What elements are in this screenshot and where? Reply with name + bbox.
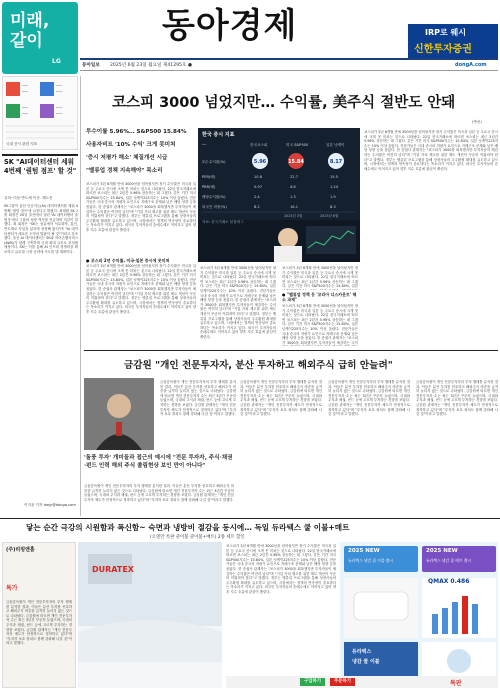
lead-summary-3: '증시 저평가 해소' 체질개선 시급	[86, 155, 168, 161]
svg-text:PER(배): PER(배)	[202, 175, 216, 179]
svg-text:───: ───	[22, 112, 29, 116]
svg-text:22.7: 22.7	[290, 175, 299, 179]
website-link[interactable]: dongA.com	[455, 62, 487, 68]
svg-text:8.2: 8.2	[254, 205, 260, 209]
story2-headline[interactable]: 금감원 "개인 전문투자자, 분산 투자하고 해외주식 급히 안늘려"	[124, 360, 393, 371]
sidebar-signature: 이지윤 기자 leejy@donga.com	[24, 503, 76, 507]
svg-text:───: ───	[56, 106, 63, 110]
lead-body-col-2: 코스피가 3년 6개월 만에 3000선을 넘어섰지만 장기 수익률은 미국과 일본 등 주요국 증시에 크게 못 미치는 것으로 나타났다. 22일 한국거래소에 따르면 코스피는 최근 2년간 5.96% 상승하는 데 그쳤다. 같은 기간 미국 S&P500지수는 15.84%, 일본 닛케이225지수는 10% 이상 올랐다. 전문가들은 국내 증시의 저평가 요인으로 지배구조 문제와 낮은 배당 성향 등을 꼽았다. 한 증권사 관계자는 "코스피가 3000을 회복했지만 투자자들이 체감하는 수익률은 여전히 낮다"며 "기업 가치 제고를 위한 제도 개선이 꾸준히 이뤄져야 한다"고 말했다. 정부는 밸류업 프로그램을 통해 상장사들의 주주환원 확대를 유도하고 있으며, 시장에서는 정책의 연속성이 중요하다는 목소리가 커지고 있다. 외국인 투자자들의 순매수세도 이어지고 있어 향후 지수 흐름에 관심이 쏠린다.	[200, 266, 276, 339]
ad-tag-2: 냉감 쿨 이불	[352, 659, 380, 665]
story2-body-col-1: 금융감독원이 개인 전문투자자의 투자 행태를 분석한 결과, 이들은 분산 투자를 선호하고 해외주식 비중을 급격히 늘리지 않는 것으로 나타났다. 금감원에 따르면 개인 전문투자자 수는 최근 3년간 꾸준히 늘었으며, 국내외 주식과 채권, 펀드 등에 고르게 투자하는 경향을 보였다. 금감원 관계자는 "개인 전문투자자 제도가 안정적으로 정착하고 있다"며 "투자자 보호 장치도 함께 강화해 나갈 것"이라고 말했다.	[160, 380, 236, 417]
chart-panel-graphic	[198, 128, 360, 262]
lead-byline-tag: (박선)	[472, 120, 482, 124]
svg-text:───: ───	[56, 90, 63, 94]
svg-text:외국인 비중(%): 외국인 비중(%)	[202, 205, 227, 209]
story2-pull-quote: '돌풍 투자' 개미들과 접근의 예시에 "전문 투자자, 주식·채권·펀드 인력 해외 주식 쏠림현상 보인 만이 아니다"	[84, 455, 233, 469]
story2-body-col-3: 금융감독원이 개인 전문투자자의 투자 행태를 분석한 결과, 이들은 분산 투자를 선호하고 해외주식 비중을 급격히 늘리지 않는 것으로 나타났다. 금감원에 따르면 개인 전문투자자 수는 최근 3년간 꾸준히 늘었으며, 국내외 주식과 채권, 펀드 등에 고르게 투자하는 경향을 보였다. 금감원 관계자는 "개인 전문투자자 제도가 안정적으로 정착하고 있다"며 "투자자 보호 장치도 함께 강화해 나갈 것"이라고 말했다.	[328, 380, 410, 417]
story2-rule	[84, 350, 498, 351]
lead-summary-2: 사용자비트 '10% 수익' 크게 못미쳐	[86, 142, 176, 148]
photo-person-head	[278, 228, 298, 248]
chart-source: 자료: 한국거래소 블룸버그	[202, 220, 244, 224]
sidebar-divider	[2, 154, 78, 156]
story2-body-col-2: 금융감독원이 개인 전문투자자의 투자 행태를 분석한 결과, 이들은 분산 투자를 선호하고 해외주식 비중을 급격히 늘리지 않는 것으로 나타났다. 금감원에 따르면 개인 전문투자자 수는 최근 3년간 꾸준히 늘었으며, 국내외 주식과 채권, 펀드 등에 고르게 투자하는 경향을 보였다. 금감원 관계자는 "개인 전문투자자 제도가 안정적으로 정착하고 있다"며 "투자자 보호 장치도 함께 강화해 나갈 것"이라고 말했다.	[240, 380, 322, 417]
svg-text:1.24: 1.24	[330, 185, 339, 189]
sidebar-headline[interactable]: SK "AI데이터센터 세워 4번째 '퀀텀 점프' 할 것"	[4, 158, 77, 175]
lead-body-col-4: 코스피가 3년 6개월 만에 3000선을 넘어섰지만 장기 수익률은 미국과 일본 등 주요국 증시에 크게 못 미치는 것으로 나타났다. 22일 한국거래소에 따르면 코스피는 최근 2년간 5.96% 상승하는 데 그쳤다. 같은 기간 미국 S&P500지수는 15.84%, 일본 닛케이225지수는 10% 이상 올랐다. 전문가들은 국내 증시의 저평가 요인으로 지배구조 문제와 낮은 배당 성향 등을 꼽았다. 한 증권사 관계자는 "코스피가 3000을 회복했지만 투자자들이 체감하는 수익률은 여전히 낮다"며 "기업 가치 제고를 위한 제도 개선이 꾸준히 이뤄져야 한다"고 말했다. 정부는 밸류업 프로그램을 통해 상장사들의 주주환원 확대를 유도하고 있으며, 시장에서는 정책의 연속성이 중요하다는 목소리가 커지고 있다. 외국인 투자자들의 순매수세도 이어지고 있어 향후 지수 흐름에 관심이 쏠린다.	[364, 130, 498, 171]
lead-summary-4: "밸류업 정책 지속해야" 목소리	[86, 168, 163, 174]
lg-logo: LG	[52, 58, 61, 65]
masthead-title: 동아경제	[162, 6, 298, 46]
x-label-1: 2025년 3월	[284, 214, 303, 218]
ad-subline: (오덴만 특판 쿨이불 쿨이불+매트) 2종 세트 할인	[150, 535, 245, 540]
story2-portrait	[84, 378, 154, 450]
mini-square-2	[40, 82, 54, 96]
svg-text:4.6: 4.6	[290, 185, 296, 189]
chart-header-0: ──	[202, 143, 207, 147]
ad-footer-button-2[interactable]: 주문하기	[330, 678, 355, 686]
svg-text:8.3: 8.3	[330, 205, 336, 209]
ad-badge-2-title: 2025 NEW	[426, 548, 458, 554]
ad-right-graphic	[340, 574, 498, 684]
lead-subhead-2: ● "밸류업 정책 등 '코리아 디스카운트' 해소 과제"	[282, 292, 357, 302]
chart-header-1: 한국코스피	[250, 143, 268, 147]
photo-person-body	[274, 246, 302, 262]
svg-text:16.1: 16.1	[290, 205, 299, 209]
chart-panel-title: 한국 증시 지표	[202, 132, 235, 138]
ad-middle-text: 코스피가 3년 6개월 만에 3000선을 넘어섰지만 장기 수익률은 미국과 일본 등 주요국 증시에 크게 못 미치는 것으로 나타났다. 22일 한국거래소에 따르면 코스피는 최근 2년간 5.96% 상승하는 데 그쳤다. 같은 기간 미국 S&P500지수는 15.84%, 일본 닛케이225지수는 10% 이상 올랐다. 전문가들은 국내 증시의 저평가 요인으로 지배구조 문제와 낮은 배당 성향 등을 꼽았다. 한 증권사 관계자는 "코스피가 3000을 회복했지만 투자자들이 체감하는 수익률은 여전히 낮다"며 "기업 가치 제고를 위한 제도 개선이 꾸준히 이뤄져야 한다"고 말했다. 정부는 밸류업 프로그램을 통해 상장사들의 주주환원 확대를 유도하고 있으며, 시장에서는 정책의 연속성이 중요하다는 목소리가 커지고 있다. 외국인 투자자들의 순매수세도 이어지고 있어 향후 지수 흐름에 관심이 쏠린다.	[226, 544, 336, 594]
mini-square-1	[6, 82, 20, 96]
ad-tag-1: 듀라텍스	[352, 649, 372, 655]
lead-body-col-1: 코스피가 3년 6개월 만에 3000선을 넘어섰지만 장기 수익률은 미국과 일본 등 주요국 증시에 크게 못 미치는 것으로 나타났다. 22일 한국거래소에 따르면 코스피는 최근 2년간 5.96% 상승하는 데 그쳤다. 같은 기간 미국 S&P500지수는 15.84%, 일본 닛케이225지수는 10% 이상 올랐다. 전문가들은 국내 증시의 저평가 요인으로 지배구조 문제와 낮은 배당 성향 등을 꼽았다. 한 증권사 관계자는 "코스피가 3000을 회복했지만 투자자들이 체감하는 수익률은 여전히 낮다"며 "기업 가치 제고를 위한 제도 개선이 꾸준히 이뤄져야 한다"고 말했다. 정부는 밸류업 프로그램을 통해 상장사들의 주주환원 확대를 유도하고 있으며, 시장에서는 정책의 연속성이 중요하다는 목소리가 커지고 있다. 외국인 투자자들의 순매수세도 이어지고 있어 향후 지수 흐름에 관심이 쏠린다.	[86, 182, 196, 232]
sidebar-byline: 유하··이동·반도체 이준 .제도진	[4, 196, 53, 200]
svg-text:───: ───	[56, 84, 63, 88]
mini-square-3	[6, 104, 20, 118]
photo-monitor	[306, 226, 356, 254]
x-label-2: 2025년 6월	[320, 214, 339, 218]
lead-headline[interactable]: 코스피 3000 넘었지만… 수익률, 美주식 절반도 안돼	[112, 95, 456, 111]
ad-qmax: QMAX 0.486	[428, 578, 470, 585]
svg-text:───: ───	[22, 90, 29, 94]
svg-text:배당수익률(%): 배당수익률(%)	[202, 195, 226, 199]
value-kospi-return: 5.96	[253, 159, 267, 165]
chart-table-rows	[202, 159, 339, 209]
svg-text:───: ───	[22, 84, 29, 88]
svg-text:15.5: 15.5	[330, 175, 339, 179]
svg-text:PBR(배): PBR(배)	[202, 185, 216, 189]
ad-line-2: 신한투자증권	[414, 44, 472, 55]
value-nikkei-return: 8.17	[329, 159, 343, 165]
masthead-rule	[80, 58, 498, 60]
ad-left-price-label: 특가	[6, 585, 18, 592]
story2-body-col-1b: 금융감독원이 개인 전문투자자의 투자 행태를 분석한 결과, 이들은 분산 투자를 선호하고 해외주식 비중을 급격히 늘리지 않는 것으로 나타났다. 금감원에 따르면 개인 전문투자자 수는 최근 3년간 꾸준히 늘었으며, 국내외 주식과 채권, 펀드 등에 고르게 투자하는 경향을 보였다. 금감원 관계자는 "개인 전문투자자 제도가 안정적으로 정착하고 있다"며 "투자자 보호 장치도 함께 강화해 나갈 것"이라고 말했다.	[84, 484, 234, 502]
sidebar-mini-caption: 국내 증시 관련 지표	[6, 142, 38, 146]
ad-left-body: 금융감독원이 개인 전문투자자의 투자 행태를 분석한 결과, 이들은 분산 투자를 선호하고 해외주식 비중을 급격히 늘리지 않는 것으로 나타났다. 금감원에 따르면 개인 전문투자자 수는 최근 3년간 꾸준히 늘었으며, 국내외 주식과 채권, 펀드 등에 고르게 투자하는 경향을 보였다. 금감원 관계자는 "개인 전문투자자 제도가 안정적으로 정착하고 있다"며 "투자자 보호 장치도 함께 강화해 나갈 것"이라고 말했다.	[6, 600, 72, 646]
svg-text:2.4: 2.4	[254, 195, 260, 199]
svg-text:2년 수익률(%): 2년 수익률(%)	[202, 160, 226, 164]
sidebar-body: SK그룹이 울산 인공지능(AI) 데이터센터를 세워 4번째 '퀀텀 점프'에 나선다고 밝혔다. 최태원 SK그룹 회장은 20일 울산에서 열린 'AI 데이터센터 출범식'에서 그룹의 성장 역사를 언급하며 이같이 말했다. 최 회장은 "SK는 섬유에서 석유화학, 통신, 반도체로 사업을 넓히며 성장해 왔다"며 "AI 데이터센터가 새로운 도약의 발판이 될 것"이라고 강조했다. 울산 AI 데이터센터는 SK와 아마존웹서비스(AWS)가 함께 구축하며 국내 최대 규모로 조성될 예정이다. SK는 이를 통해 AI 인프라 경쟁력을 확보하고 글로벌 시장 공략에 속도를 낼 계획이다.	[4, 204, 78, 254]
ad-product-photo	[78, 542, 222, 688]
svg-text:0.97: 0.97	[254, 185, 263, 189]
ad-footer-button-1[interactable]: 구입하기	[300, 678, 325, 686]
date-line: 2025년 6월 23일 월요일 제41295호 ●	[110, 63, 192, 68]
svg-text:───: ───	[56, 112, 63, 116]
lead-summary-1: 투수이률 5.96%… S&P500 15.84%	[86, 129, 187, 135]
lead-body-col-3: 코스피가 3년 6개월 만에 3000선을 넘어섰지만 장기 수익률은 미국과 일본 등 주요국 증시에 크게 못 미치는 것으로 나타났다. 22일 한국거래소에 따르면 코스피는 최근 2년간 5.96% 상승하는 데 그쳤다. 같은 기간 미국 S&P500지수는 15.84%, 일본	[282, 266, 358, 289]
ad-badge-1-sub: 듀라텍스 냉감 쿨 이불 출시	[348, 558, 394, 563]
lead-body-col-1b: 코스피가 3년 6개월 만에 3000선을 넘어섰지만 장기 수익률은 미국과 일본 등 주요국 증시에 크게 못 미치는 것으로 나타났다. 22일 한국거래소에 따르면 코스피는 최근 2년간 5.96% 상승하는 데 그쳤다. 같은 기간 미국 S&P500지수는 15.84%, 일본 닛케이225지수는 10% 이상 올랐다. 전문가들은 국내 증시의 저평가 요인으로 지배구조 문제와 낮은 배당 성향 등을 꼽았다. 한 증권사 관계자는 "코스피가 3000을 회복했지만 투자자들이 체감하는 수익률은 여전히 낮다"며 "기업 가치 제고를 위한 제도 개선이 꾸준히 이뤄져야 한다"고 말했다. 정부는 밸류업 프로그램을 통해 상장사들의 주주환원 확대를 유도하고 있으며, 시장에서는 정책의 연속성이 중요하다는 목소리가 커지고 있다. 외국인 투자자들의 순매수세도 이어지고 있어 향후 지수 흐름에 관심이 쏠린다.	[86, 264, 196, 314]
ad-footer-right: 특판	[450, 680, 462, 687]
sidebar-vrule	[80, 76, 81, 516]
ad-left-brand: (주)리빙앤홈	[6, 547, 35, 553]
svg-text:1.9: 1.9	[330, 195, 336, 199]
ad-headline: 닿는 순간 극강의 시원함과 폭신함~ 숙면과 냉방비 절감을 동시에… 독일 듀라텍스 쿨 이불+매트	[26, 523, 350, 532]
svg-text:10.8: 10.8	[254, 175, 263, 179]
chart-header-2: 미국 S&P500	[286, 143, 309, 147]
edition-label: 동아일보	[82, 63, 100, 68]
ad-badge-1-title: 2025 NEW	[348, 548, 380, 554]
badge-line-1: 미래,	[10, 11, 50, 31]
value-sp500-return: 15.84	[288, 159, 304, 165]
sidebar-mini-chart	[2, 76, 78, 150]
mini-square-4	[40, 104, 54, 118]
svg-text:1.3: 1.3	[290, 195, 296, 199]
lead-subhead-1: ● 코스피 2년 수익률, 미국·일본 증시에 못미쳐	[86, 258, 170, 263]
ad-line-1: IRP로 웨시	[425, 28, 466, 37]
svg-text:───: ───	[22, 106, 29, 110]
badge-line-2: 같이	[10, 31, 43, 51]
chart-header-3: 일본 닛케이	[326, 143, 345, 147]
ad-product-logo: DURATEX	[92, 565, 134, 574]
ad-badge-2-sub: 듀라텍스 냉감 쿨 매트 출시	[426, 558, 472, 563]
lead-body-col-3b: 코스피가 3년 6개월 만에 3000선을 넘어섰지만 장기 수익률은 미국과 일본 등 주요국 증시에 크게 못 미치는 것으로 나타났다. 22일 한국거래소에 따르면 코스피는 최근 2년간 5.96% 상승하는 데 그쳤다. 같은 기간 미국 S&P500지수는 15.84%, 일본 닛케이225지수는 10% 이상 올랐다. 전문가들은 국내 증시의 저평가 요인으로 지배구조 문제와 낮은 배당 성향 등을 꼽았다. 한 증권사 관계자는 "코스피가 3000을 회복했지만 투자자들이 체감하는 수익	[282, 304, 358, 345]
story2-body-col-4: 금융감독원이 개인 전문투자자의 투자 행태를 분석한 결과, 이들은 분산 투자를 선호하고 해외주식 비중을 급격히 늘리지 않는 것으로 나타났다. 금감원에 따르면 개인 전문투자자 수는 최근 3년간 꾸준히 늘었으며, 국내외 주식과 채권, 펀드 등에 고르게 투자하는 경향을 보였다. 금감원 관계자는 "개인 전문투자자 제도가 안정적으로 정착하고 있다"며 "투자자 보호 장치도 함께 강화해 나갈 것"이라고 말했다.	[416, 380, 498, 417]
masthead-bottom-rule	[80, 70, 498, 71]
